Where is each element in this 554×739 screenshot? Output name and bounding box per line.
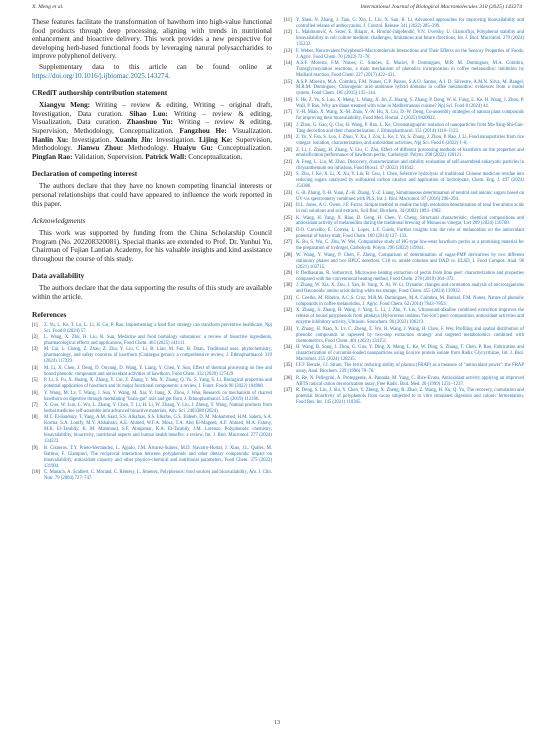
reference-text[interactable]: Z. Li, J. Zhang, H. Zhang, Y. Liu, C. Zhu, Effect of different processing methods of hawthorn on the properties and emulsification performance of hawthorn pectin, Carbohydr. Polym. 298 (2022) 120121. — [296, 147, 524, 159]
reference-number: [1] — [32, 322, 38, 328]
header-journal: International Journal of Biological Macromolecules 310 (2025) 143274 — [360, 4, 522, 10]
reference-text[interactable]: C. Coelho, M. Ribeiro, A.C.S. Cruz, M.R.M. Domingues, M.A. Coimbra, M. Bunzel, F.M. Nunes, Nature of phenolic compounds in coffee melanoidins, J. Agric. Food Chem. 62 (2014) 7843–7853. — [296, 295, 524, 307]
left-column — [32, 18, 272, 482]
reference-number: [26] — [284, 227, 292, 233]
reference-text[interactable]: A.S.F. Moreira, F.M. Nunes, C. Simões, E. Maciel, P. Domingues, M.R. M. Domingues, M.A. Coimbra, Transglycosylation reactions, a main mechanism of phenolics incorporation in coffee melanoidins: inhibition by Maillard reaction, Food Chem. 227 (2017) 422–431. — [296, 61, 524, 79]
reference-text[interactable]: I.F.F. Benzie, J.J. Strain, The ferric reducing ability of plasma (FRAP) as a measure of "antioxidant power": the FRAP assay, Anal. Biochem. 239 (1996) 70–76. — [296, 363, 524, 375]
reference-number: [23] — [284, 190, 292, 196]
reference-item — [284, 376, 524, 388]
reference-text[interactable]: Y. Wang, M. Lv, T. Wang, J. Sun, Y. Wang, M. Xia, Y. Jiang, X. Zhou, J. Wan, Research on mechanism of charred hawthorn on digestive through modulating "brain-gut" axis and gut flora, J. Ethnopharmacol. 245 (2019) 112166. — [44, 390, 272, 402]
reference-number: [18] — [284, 122, 292, 128]
references-heading: References — [32, 309, 67, 319]
intro-paragraph: These features facilitate the transformation of hawthorn into high-value functional food products through deep processing, aligning with trends in nutritional enhancement and bioactive delivery. This work provides a new perspective for developing herb-based functional foods by leveraging natural polysaccharides to improve polyphenol delivery. — [32, 18, 272, 61]
reference-number: [36] — [284, 375, 292, 381]
reference-number: [12] — [284, 30, 292, 36]
reference-text[interactable]: Z. Yu, Y. Fan, S. Luo, J. Zhou, Y. Xu, J. Zou, L. Ke, J. Yu, S. Zhang, J. Zhou, P. Rao, J. Li, Food nanoparticles from rice vinegar: isolation, characterization, and antioxidant activities, Npj Sci. Food 6 (2022) 1–8. — [296, 135, 524, 147]
reference-number: [7] — [32, 403, 38, 409]
reference-text[interactable]: M. Cai, L. Cheng, Z. Zhao, Z. Zhu, Y. Liu, C. Li, B. Liao, M. Fan, B. Duan, Traditional uses, phytochemistry, pharmacology, and safety concerns of hawthorn (Crataegus genus): a comprehensive review, J. Ethnopharmacol. 319 (2024) 117229. — [44, 347, 272, 365]
references-list-left — [32, 323, 272, 482]
reference-number: [28] — [284, 252, 292, 258]
reference-item — [284, 135, 524, 147]
reference-number: [30] — [284, 283, 292, 289]
reference-text[interactable]: K. Bu, S. Wu, C. Zhu, W. Wei, Comparative study of HG-type low-ester hawthorn pectin as a promising material for the preparation of hydrogel, Carbohydr. Polym. 296 (2022) 119941. — [296, 240, 524, 252]
acknowledgments-heading: Acknowledgments — [32, 216, 86, 226]
reference-text[interactable]: P. Dedhasaran, R. Sothornvit, Microwave heating extraction of pectin from lime peel: characterization and properties compared with the conventional heating method, Food Chem. 278 (2019) 364–372. — [296, 271, 524, 283]
supplementary-paragraph — [32, 63, 272, 80]
reference-item — [284, 296, 524, 308]
reference-item — [32, 403, 272, 415]
reference-item — [284, 123, 524, 135]
reference-text[interactable]: A.S.P. Moreira, M.A. Coimbra, F.M. Nunes, C.P. Passos, S.A.O. Santos, A.J. D. Silvestre, A.M.N. Silva, M. Rangel, M.R.M. Domingues, Chlorogenic acid–arabinose hybrid domains in coffee melanoidins: evidences from a model system, Food Chem. 185 (2015) 135–144. — [296, 79, 524, 97]
reference-text[interactable]: X. Guo, W. Luo, L. Wu, L. Zhang, Y. Chen, T. Li, H. Li, W. Zhang, Y. Liu, J. Zheng, Y. Wang, Natural products from herbal medicine self-assemble into advanced bioactive materials, Adv. Sci. 2403388 (2024). — [44, 403, 272, 414]
reference-number: [31] — [284, 295, 292, 301]
reference-text[interactable]: J. Zhou, G. Gao, Q. Chu, H. Wang, P. Rao, L. Ke, Chromatographic isolation of nanoparticles from Ma-Xing-Shi-Gan-Tang decoction and their characterization, J. Ethnopharmacol. 151 (2014) 1116–1123. — [296, 122, 524, 134]
reference-number: [10] — [32, 470, 40, 476]
reference-text[interactable]: M.T. El-Saadony, T. Yang, A.M. Saad, S.S. Alkafaas, S.S. Elkafas, G.S. Eldeeb, D. M. Mohammed, H.M. Salem, S.A. Korma, S.A. Loutfy, M.Y. Alshahran, A.E. Ahmed, W.F.A. Mosa, T.A. Abd El-Mageed, A.F. Ahmed, M.A. Fahmy, M.K. El-Tarabily, K. M. Mahmoud, S.F. Abuqamar, K.A. El-Tarabily, J.M. Lorenzo, Polyphenols: chemistry, bioavailability, bioactivity, nutritional aspects and human health benefits: a review, Int. J. Biol. Macromol. 277 (2024) 134223. — [44, 415, 272, 445]
reference-text[interactable]: Y. Shen, N. Zhang, J. Tian, G. Xin, L. Liu, X. Sun, B. Li, Advanced approaches for improving bioavailability and controlled release of anthocyanins, J. Control. Release 341 (2022) 285–299. — [296, 18, 524, 29]
reference-item — [284, 228, 524, 240]
reference-number: [20] — [284, 147, 292, 153]
reference-item — [284, 363, 524, 375]
credit-statement: Xiangyu Meng: Writing – review & editing, Writing – original draft, Investigation, Data curation. Sihao Luo: Writing – review & editing, Visualization, Data curation. Zhaoshuo Yu: Writing – review & editing, Supervision, Methodology, Conceptualization. Fangzhou He: Visualization. Hanlin Xu: Investigation. Xuanlu Jin: Investigation. Lijing Ke: Supervision, Methodology. Jianwu Zhou: Methodology. Huaiyu Gu: Conceptualization. Pingfan Rao: Validation, Supervision. Patrick Wall: Conceptualization. — [32, 101, 273, 161]
reference-number: [17] — [284, 110, 292, 116]
page-number: 13 — [274, 720, 280, 726]
reference-number: [24] — [284, 203, 292, 209]
reference-number: [21] — [284, 159, 292, 165]
reference-item — [32, 366, 272, 378]
reference-item — [284, 98, 524, 110]
reference-item — [32, 323, 272, 335]
reference-item — [284, 30, 524, 48]
reference-number: [19] — [284, 135, 292, 141]
reference-number: [16] — [284, 97, 292, 103]
reference-number: [33] — [284, 326, 292, 332]
reference-number: [2] — [32, 335, 38, 341]
reference-item — [284, 327, 524, 345]
references-list-right — [284, 18, 524, 406]
data-availability-text: The authors declare that the data supporting the results of this study are available within the article. — [32, 284, 272, 302]
reference-text[interactable]: Y.-H. Miao, X. Wang, X.-M. Zhao, Y.-W. Hu, X. Liu, D.-W. Deng, Co-assembly strategies of natural plant compounds for improving their bioavailability, Food Med. Homol. 2 (2025) 9420022. — [296, 110, 524, 122]
reference-text[interactable]: C. Manach, A. Scalbert, C. Morand, C. Rémésy, L. Jiménez, Polyphenols: food sources and bioavailability, Am. J. Clin. Nutr. 79 (2004) 727–747. — [44, 470, 272, 481]
reference-item — [32, 446, 272, 470]
reference-number: [8] — [32, 415, 38, 421]
reference-item — [32, 391, 272, 403]
reference-item — [284, 110, 524, 122]
reference-number: [9] — [32, 445, 38, 451]
reference-number: [11] — [284, 18, 292, 23]
reference-text[interactable]: Z. Yu, L. Ke, T. Lu, L. Li, H. Gu, P. Rao, Implementing a food first strategy can transform preventive healthcare, Npj Sci. Food 8 (2024) 57. — [44, 322, 272, 334]
reference-text[interactable]: J. Zhang, W. Xia, X. Zou, J. Yan, H. Yang, X. Ai, W. Li, Dynamic changes and correlation analysis of microorganisms and flavonoids/ amino acids during white tea storage, Food Chem. 455 (2024) 139932. — [296, 283, 524, 295]
reference-number: [35] — [284, 363, 292, 369]
supplementary-text: Supplementary data to this article can be found online at — [39, 62, 272, 71]
reference-text[interactable]: G.-B. Zhang, Y.-H. Yuan, Z.-H. Zhang, Y.-Z. Liang, Simultaneous determination of neutral and anionic sugars based on UV-vis spectrometry combined with PLS, Int. J. Biol. Macromol. 87 (2016) 290–294. — [296, 190, 524, 202]
reference-text[interactable]: H. Wang, B. Song, J. Zhou, G. Guo, Y. Ding, X. Meng, L. Ke, W. Ding, S. Zhang, T. Chen, P. Rao, Fabrication and characterization of curcumin-loaded nanoparticles using licorice protein isolate from Radix Glycyrrhizae, Int. J. Biol. Macromol. 255 (2024) 128235. — [296, 345, 524, 362]
reference-item — [284, 18, 524, 30]
reference-item — [284, 216, 524, 228]
reference-item — [32, 335, 272, 347]
reference-text[interactable]: P. Li, S. Fu, X. Huang, X. Zhang, Y. Cui, Z. Zhang, Y. Ma, X. Zhang, Q. Yu, S. Yang, S. Li, Biological properties and potential application of hawthorn and its major functional components: a review, J. Funct. Foods 90 (2022) 104988. — [44, 378, 272, 390]
reference-number: [29] — [284, 271, 292, 277]
reference-number: [37] — [284, 388, 292, 394]
reference-item — [284, 271, 524, 283]
reference-number: [34] — [284, 345, 292, 351]
header-authors: X. Meng et al. — [32, 4, 64, 10]
reference-item — [284, 172, 524, 190]
running-header — [32, 4, 522, 16]
reference-number: [27] — [284, 240, 292, 246]
reference-item — [284, 203, 524, 215]
reference-item — [32, 378, 272, 390]
reference-number: [5] — [32, 378, 38, 384]
reference-number: [14] — [284, 61, 292, 67]
reference-item — [284, 191, 524, 203]
credit-heading: CRediT authorship contribution statement — [32, 88, 168, 98]
reference-number: [3] — [32, 347, 38, 353]
reference-item — [284, 253, 524, 271]
reference-item — [284, 49, 524, 61]
reference-text[interactable]: B. Cisneros, T.Y. Prieto-Hernández, L. Agudo, J.M. Álvarez-Suárez, M.D. Navarro-Hortal, J. Xiao, J.L. Quiles, M. Battino, F. Giampieri, The reciprocal interaction between polyphenols and other dietary compounds: impact on bioavailability, antioxidant capacity and other physico-chemical and nutritional parameters, Food Chem. 375 (2022) 131904. — [44, 445, 272, 469]
reference-number: [25] — [284, 215, 292, 221]
supplementary-doi-link[interactable]: https://doi.org/10.1016/j.ijbiomac.2025.143274 — [32, 71, 169, 80]
reference-text[interactable]: S. Zhu, J. Ke, X. Li, X. Xu, Y. Liu, B. Guo, J. Chen, Selective hydrolysis of traditional Chinese medicine residue into reducing sugars catalyzed by sulfonated carbon catalyst and application of hydrolysate, Chem. Eng. J. 497 (2024) 154386. — [296, 172, 524, 190]
acknowledgments-text: This work was supported by funding from the China Scholarship Council Program (No. 202208320081). Special thanks are extended to Prof. Dr. Yunhui Yu, Chairman of Fujian Lantian Academy, for his valuable insights and kind assistance throughout the course of this study. — [32, 229, 272, 263]
reference-text[interactable]: F. He, Z. Yu, S. Luo, X. Meng, L. Wang, X. Jin, Z. Huang, Y. Zhang, P. Deng, W. K. Fung, L. Ke, H. Wang, J. Zhou, P. Wall, P. Rao, Why are diane steamed with wine in Mediterranean cuisine? Npj Sci. Food 8 (2024) 44. — [296, 97, 524, 109]
reference-text[interactable]: L. Wang, X. Zhu, H. Liu, B. Sun, Medicine and food homology substances: a review of bioactive ingredients, pharmacological effects and applications, Food Chem. 463 (2025) 141111. — [44, 335, 272, 347]
reference-item — [284, 308, 524, 326]
reference-number: [32] — [284, 308, 292, 314]
reference-item — [32, 470, 272, 482]
reference-number: [4] — [32, 365, 38, 371]
reference-item — [284, 160, 524, 172]
reference-text[interactable]: R. Deng, S. Liu, J. Shi, Y. Chen, Y. Zheng, X. Zheng, R. Zhao, Z. Wang, H. Xu, Q. Yu, The recovery, cumulation and potential bioactivity of polyphenols from cacao subjected to in vitro simulated digestion and colonic fermentation, Food Res. Int. 145 (2021) 110365. — [296, 388, 524, 406]
competing-interest-heading: Declaration of competing interest — [32, 169, 138, 179]
reference-text[interactable]: F. Weber, Noncovalent Polyphenol–Macromolecule Interactions and Their Effects on the Sensory Properties of Foods, J. Agric. Food Chem. 70 (2022) 72–78. — [296, 48, 524, 60]
reference-text[interactable]: L. Mahmutović, A. Sezer, E. Bilajac, A. Hromić-Jahjefendić, V.N. Uversky, U. Glamočlija, Polyphenol stability and bioavailability in cell culture medium: challenges, limitations and future directions, Int. J. Biol. Macromol. 279 (2024) 135232. — [296, 30, 524, 48]
reference-text[interactable]: M. Li, X. Chen, J. Deng, D. Ouyang, D. Wang, Y. Liang, Y. Chen, Y. Sun, Effect of thermal processing on free and bound phenolic compounds and antioxidant activities of hawthorn, Food Chem. 332 (2020) 127429. — [44, 365, 272, 377]
reference-text[interactable]: D.L. Jones, A.G. Owen, J.F. Farrar, Simple method to enable the high resolution determination of total free amino acids in soil solutions and soil extracts, Soil Biol. Biochem. 34 (2002) 1893–1902. — [296, 203, 524, 215]
reference-text[interactable]: Y. Zhang, H. Xiao, X. Lv, C. Zheng, Z. Wu, H. Wang, J. Wang, H. Chen, F. Wei, Profiling and spatial distribution of phenolic compounds in rapeseed by two-step extraction strategy and targeted metabolomics combined with chemometrics, Food Chem. 401 (2023) 134151. — [296, 326, 524, 344]
data-availability-heading: Data availability — [32, 271, 85, 281]
reference-number: [6] — [32, 390, 38, 396]
reference-text[interactable]: R. Re, N. Pellegrini, A. Proteggente, A. Pannala, M. Yang, C. Rice-Evans, Antioxidant activity applying an improved ABTS radical cation decolorization assay, Free Radic. Biol. Med. 26 (1999) 1231–1237. — [296, 375, 524, 387]
reference-text[interactable]: K. Wang, H. Yang, X. Biao, D. Geng, H. Chen, Y. Cheng, Structural characteristic, chemical compositions and antioxidant activity of melanoidins during the traditional brewing of Monascus vinegar, Lwt 209 (2024) 116760. — [296, 215, 524, 227]
reference-item — [284, 388, 524, 406]
reference-item — [284, 283, 524, 295]
reference-item — [284, 240, 524, 252]
reference-item — [284, 80, 524, 98]
reference-text[interactable]: D.O. Carvalho, E. Correia, L. Lopes, L.F. Guido, Further insights into the role of melanoidins on the antioxidant potential of barley malt, Food Chem. 160 (2014) 127–133. — [296, 227, 524, 239]
reference-item — [284, 61, 524, 79]
reference-number: [22] — [284, 172, 292, 178]
reference-text[interactable]: A. Feng, L. Liu, M. Zhao, Discovery, characterization and stability evaluation of self-assembled eukaryotic particles in chrysanthemum tea infusions, Food Biosci. 47 (2022) 101642. — [296, 159, 524, 171]
competing-interest-statement: The authors declare that they have no known competing financial interests or personal relationships that could have appeared to influence the work reported in this paper. — [32, 182, 272, 208]
reference-number: [15] — [284, 79, 292, 85]
supplementary-end: . — [168, 71, 171, 80]
reference-item — [32, 347, 272, 365]
reference-number: [13] — [284, 48, 292, 54]
reference-item — [284, 345, 524, 363]
reference-text[interactable]: X. Zhang, S. Zhang, H. Wang, J. Yang, L. Li, J. Zhu, Y. Liu, Ultrasound-alkaline combined extraction improves the release of bound polyphenols from pitahaya (Hylocereus undatus 'foo-lon') peel: composition, antioxidant activities and enzyme inhibitory activity, Ultrason. Sonochem. 90 (2022) 106213. — [296, 308, 524, 326]
reference-item — [32, 415, 272, 445]
right-column — [284, 18, 524, 407]
reference-item — [284, 148, 524, 160]
reference-text[interactable]: W. Wang, Y. Wang, P. Chen, F. Zheng, Comparison of determination of sugar-PMP derivatives by two different stationary phases and two HPLC detectors: C18 vs. amide columns and DAD vs. ELSD, J. Food Compos. Anal. 96 (2021) 103715. — [296, 252, 524, 270]
